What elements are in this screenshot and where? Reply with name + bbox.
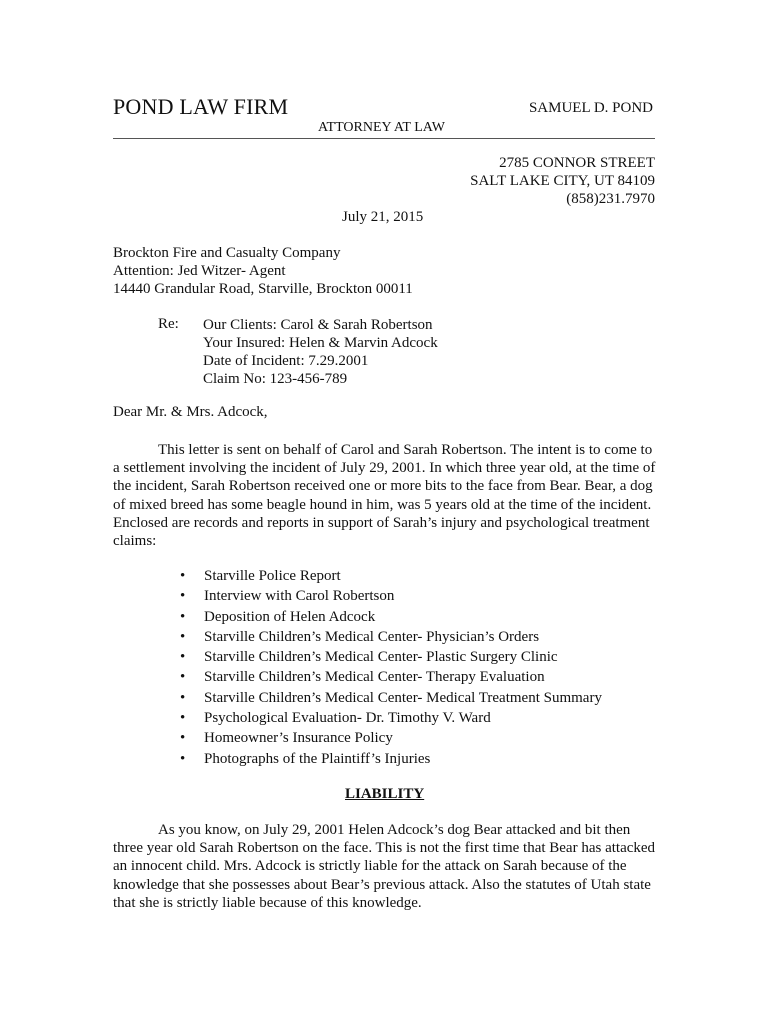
attorney-title: ATTORNEY AT LAW bbox=[318, 120, 445, 135]
firm-address bbox=[470, 154, 655, 208]
reference-line: Claim No: 123-456-789 bbox=[203, 371, 348, 387]
address-line: SALT LAKE CITY, UT 84109 bbox=[470, 173, 655, 189]
enclosure-list bbox=[180, 566, 602, 769]
list-item: • Homeowner’s Insurance Policy bbox=[180, 728, 602, 748]
liability-paragraph: As you know, on July 29, 2001 Helen Adcock’s dog Bear attacked and bit then three year old Sarah Robertson on the face. This is not the first time that Bear has attacked an innocent child. Mrs. Adcock is strictly liable for the attack on Sarah because of the knowledge that she possesses about Bear’s previous attack. Also the statutes of Utah state that she is strictly liable because of this knowledge. bbox=[113, 822, 656, 911]
reference-line: Your Insured: Helen & Marvin Adcock bbox=[203, 335, 438, 351]
recipient-line: Attention: Jed Witzer- Agent bbox=[113, 263, 286, 279]
reference-line: Date of Incident: 7.29.2001 bbox=[203, 353, 369, 369]
phone-number: (858)231.7970 bbox=[566, 191, 655, 207]
list-item: • Psychological Evaluation- Dr. Timothy V. Ward bbox=[180, 708, 602, 728]
list-item: • Starville Police Report bbox=[180, 566, 602, 586]
list-item: • Deposition of Helen Adcock bbox=[180, 607, 602, 627]
list-item: • Starville Children’s Medical Center- Medical Treatment Summary bbox=[180, 688, 602, 708]
list-item: • Starville Children’s Medical Center- Plastic Surgery Clinic bbox=[180, 647, 602, 667]
recipient-block bbox=[113, 244, 413, 298]
recipient-line: 14440 Grandular Road, Starville, Brockton 00011 bbox=[113, 281, 413, 297]
list-item: • Starville Children’s Medical Center- Therapy Evaluation bbox=[180, 667, 602, 687]
list-item: • Interview with Carol Robertson bbox=[180, 586, 602, 606]
list-item: • Photographs of the Plaintiff’s Injuries bbox=[180, 749, 602, 769]
address-line: 2785 CONNOR STREET bbox=[499, 155, 655, 171]
reference-block bbox=[203, 316, 438, 388]
reference-line: Our Clients: Carol & Sarah Robertson bbox=[203, 317, 433, 333]
liability-heading: LIABILITY bbox=[345, 786, 425, 802]
salutation: Dear Mr. & Mrs. Adcock, bbox=[113, 404, 268, 420]
firm-name: POND LAW FIRM bbox=[113, 94, 289, 119]
letterhead-divider bbox=[113, 138, 655, 139]
intro-paragraph: This letter is sent on behalf of Carol and Sarah Robertson. The intent is to come to a settlement involving the incident of July 29, 2001. In which three year old, at the time of the incident, Sarah Robertson received one or more bits to the face from Bear. Bear, a dog of mixed breed has some beagle hound in him, was 5 years old at the time of the incident. Enclosed are records and reports in support of Sarah’s injury and psychological treatment claims: bbox=[113, 442, 656, 550]
list-item: • Starville Children’s Medical Center- Physician’s Orders bbox=[180, 627, 602, 647]
letter-date: July 21, 2015 bbox=[342, 209, 424, 225]
recipient-line: Brockton Fire and Casualty Company bbox=[113, 245, 341, 261]
attorney-name: SAMUEL D. POND bbox=[528, 100, 653, 116]
re-label: Re: bbox=[158, 316, 179, 332]
